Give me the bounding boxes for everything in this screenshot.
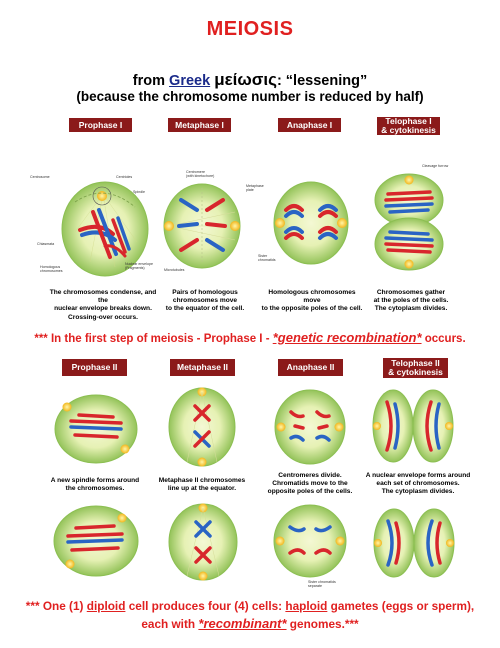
telophase-2-line1: Telophase II [391, 358, 440, 369]
label-anaphase-2: Anaphase II [278, 359, 343, 376]
label-metaphase-2: Metaphase II [170, 359, 235, 376]
anaphase-2-cell-bottom [272, 503, 348, 579]
metaphase-2-cell-top [167, 386, 237, 468]
note1-recombination: *genetic recombination* [272, 330, 422, 345]
desc-prophase-1-line2: nuclear envelope breaks down. [54, 305, 152, 313]
anno-homologous-2: chromosomes [40, 269, 63, 273]
label-prophase-1: Prophase I [69, 118, 132, 132]
etymology-meaning: : “lessening” [276, 73, 368, 89]
anno-sister-chromatids-1: Sister [258, 254, 268, 258]
metaphase-2-cell-bottom [167, 502, 239, 582]
anno-nuclear-envelope-1: Nuclear envelope [125, 262, 153, 266]
desc-metaphase-1-line3: to the equator of the cell. [165, 305, 245, 313]
note2-line2 [0, 615, 500, 633]
note1-prefix: *** In the first step of meiosis - Prophase I - [34, 333, 273, 345]
desc-prophase-2-line1: A new spindle forms around [50, 477, 140, 484]
desc-metaphase-1 [160, 289, 250, 314]
desc-telophase-1-line2: at the poles of the cells. [373, 297, 449, 305]
desc-telophase-1-line1: Chromosomes gather [376, 289, 446, 296]
note2-e: genomes.*** [286, 616, 359, 631]
telophase-2-cell-top [371, 386, 455, 466]
desc-metaphase-1-line2: chromosomes move [172, 297, 238, 305]
desc-metaphase-2-line2: line up at the equator. [167, 485, 237, 493]
desc-telophase-1-line3: The cytoplasm divides. [374, 305, 448, 313]
desc-anaphase-2-line2: Chromatids move to the [272, 480, 348, 488]
anno-centromere [186, 170, 214, 178]
desc-prophase-2 [40, 477, 150, 493]
desc-metaphase-2 [150, 477, 254, 493]
anno-sister-separate-1: Sister chromatids [308, 580, 336, 584]
anno-centrioles: Centrioles [116, 175, 133, 179]
desc-telophase-2-line2: each set of chromosomes. [376, 480, 460, 488]
anno-nuclear-envelope [125, 262, 153, 270]
desc-anaphase-1-line1: Homologous chromosomes move [268, 289, 356, 305]
note1-suffix: occurs. [421, 333, 466, 345]
anno-cleavage-furrow: Cleavage furrow [422, 164, 449, 168]
label-metaphase-1: Metaphase I [168, 118, 231, 132]
label-telophase-1 [377, 117, 440, 135]
anno-metaphase-plate-1: Metaphase [246, 184, 264, 188]
desc-telophase-2 [362, 472, 474, 497]
anno-sister-chromatids-2: chromatids [258, 258, 276, 262]
anno-sister-separate-2: separate [308, 584, 322, 588]
desc-telophase-2-line1: A nuclear envelope forms around [365, 472, 471, 479]
desc-prophase-2-line2: the chromosomes. [65, 485, 125, 493]
desc-prophase-1-line1: The chromosomes condense, and the [49, 289, 157, 305]
anno-homologous-1: Homologous [40, 265, 61, 269]
telophase-1-cell [372, 172, 446, 272]
telophase-1-line1: Telophase I [385, 116, 432, 127]
anno-chiasmata: Chiasmata [37, 242, 55, 246]
desc-metaphase-1-line1: Pairs of homologous [172, 289, 238, 296]
page-title: MEIOSIS [206, 18, 294, 40]
telophase-2-line2: & cytokinesis [388, 367, 443, 377]
telophase-1-line2: & cytokinesis [381, 125, 436, 135]
greek-word: μείωσις [214, 70, 277, 89]
anno-sister-chromatids [258, 254, 276, 262]
anno-metaphase-plate-2: plate [246, 188, 254, 192]
desc-prophase-1-line3: Crossing-over occurs. [68, 313, 138, 321]
note2-haploid: haploid [285, 599, 328, 613]
anno-homologous [40, 265, 63, 273]
desc-anaphase-2-line3: opposite poles of the cells. [267, 488, 353, 496]
anno-sister-separate [308, 580, 336, 588]
anno-nuclear-envelope-2: (Fragments) [125, 266, 145, 270]
note2-c: gametes (eggs or sperm), [327, 599, 475, 613]
note2-line1 [0, 598, 500, 615]
etymology-explanation: (because the chromosome number is reduced by half) [76, 89, 424, 104]
etymology-line [0, 70, 500, 90]
anno-microtubules: Microtubules [164, 268, 185, 272]
telophase-2-cell-bottom [372, 505, 456, 581]
label-anaphase-1: Anaphase I [278, 118, 341, 132]
note2-d: each with [141, 616, 199, 631]
metaphase-1-cell [161, 182, 243, 270]
anno-centromere-1: Centromere [186, 170, 205, 174]
note2-a: *** One (1) [25, 599, 87, 613]
label-telophase-2 [383, 358, 448, 378]
anaphase-1-cell [272, 180, 350, 266]
anno-centrosome: Centrosome [30, 175, 50, 179]
note2-diploid: diploid [86, 599, 126, 613]
etymology-prefix: from [132, 73, 166, 89]
desc-telophase-1 [366, 289, 456, 314]
note-genetic-recombination [0, 330, 500, 345]
desc-telophase-2-line3: The cytoplasm divides. [381, 488, 455, 496]
desc-anaphase-2-line1: Centromeres divide. [278, 472, 342, 479]
anno-centromere-2: (with kinetochore) [186, 174, 215, 178]
note2-recombinant: *recombinant* [198, 615, 287, 631]
note2-b: cell produces four (4) cells: [125, 599, 286, 613]
prophase-2-cell-bottom [52, 504, 140, 578]
note-summary [0, 598, 500, 633]
label-prophase-2: Prophase II [62, 359, 127, 376]
desc-anaphase-1-line2: to the opposite poles of the cell. [261, 305, 363, 313]
anaphase-2-cell-top [273, 388, 347, 466]
desc-metaphase-2-line1: Metaphase II chromosomes [158, 477, 246, 484]
desc-anaphase-2 [258, 472, 362, 497]
desc-prophase-1 [45, 289, 161, 322]
desc-anaphase-1 [260, 289, 364, 314]
greek-link[interactable]: Greek [169, 73, 211, 89]
prophase-2-cell-top [53, 393, 139, 465]
anno-spindle: Spindle [133, 190, 145, 194]
anno-metaphase-plate [246, 184, 264, 192]
